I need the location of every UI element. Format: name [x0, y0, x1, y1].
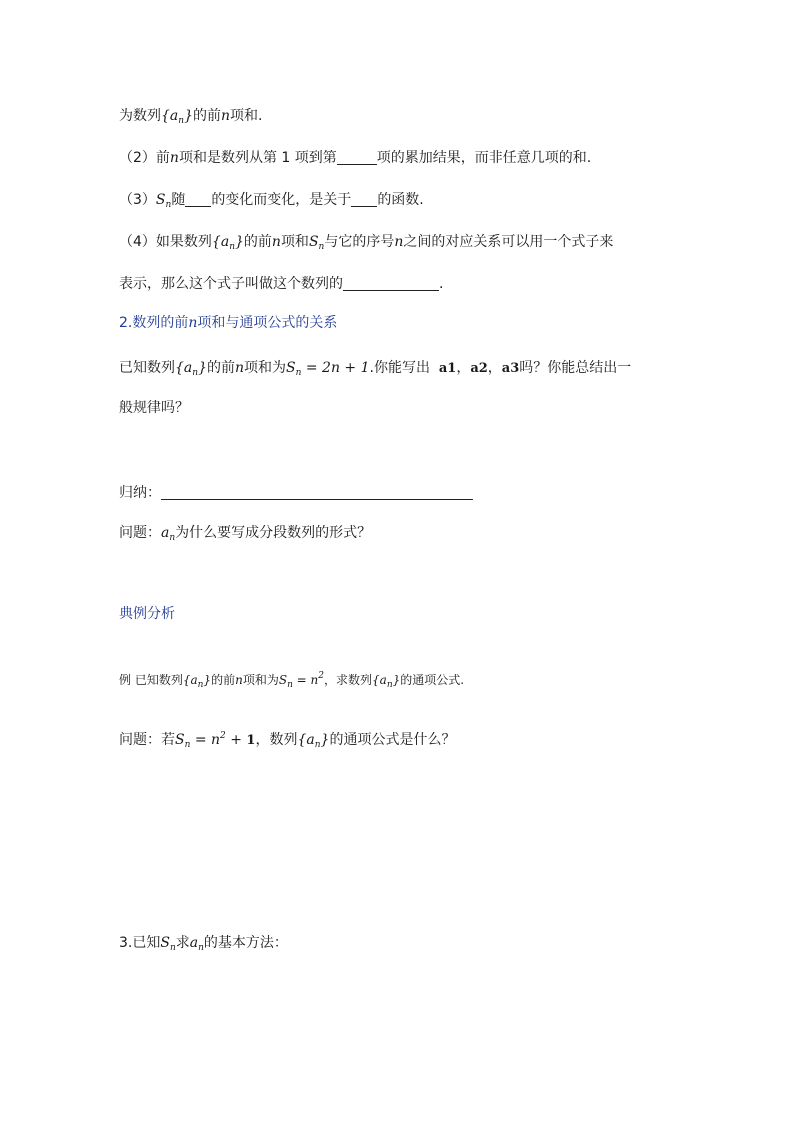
- fill-blank[interactable]: [351, 192, 377, 207]
- note-4-cont: 表示，那么这个式子叫做这个数列的 .: [119, 276, 444, 292]
- math-an-set: $\{a_n\}$: [161, 108, 193, 126]
- definition-line: 为数列$\{a_n\}$的前n项和.: [119, 108, 263, 126]
- note-4: （4）如果数列$\{a_n\}$的前n项和$S_n$与它的序号n之间的对应关系可以用一个式子来: [119, 234, 614, 252]
- note-3: $(3)S_n$随 的变化而变化，是关于 的函数.: [119, 192, 424, 210]
- question-2: 问题：若$S_n = n^2 + 1$，数列$\{a_n\}$的通项公式是什么？: [119, 731, 456, 750]
- fill-blank[interactable]: [185, 192, 211, 207]
- section-heading-2: 2.数列的前n项和与通项公式的关系: [119, 315, 338, 331]
- question-line-cont: 般规律吗？: [119, 400, 189, 416]
- math-n: n: [220, 108, 231, 124]
- section-heading-examples: 典例分析: [119, 606, 175, 622]
- question-1: 问题：$a_n$为什么要写成分段数列的形式？: [119, 525, 372, 543]
- summary-blank[interactable]: [161, 485, 473, 500]
- fill-blank[interactable]: [337, 150, 377, 165]
- section-heading-3: 3.已知$S_n$求$a_n$的基本方法：: [119, 935, 288, 953]
- note-2: （2）前n项和是数列从第 1 项到第 项的累加结果，而非任意几项的和.: [119, 150, 592, 166]
- summary-line: 归纳：: [119, 483, 473, 503]
- example-line: 例 已知数列$\{a_n\}$的前n项和为$S_n = n^2$，求数列$\{a_n\}$的通项公式.: [119, 671, 465, 690]
- question-line: 已知数列$\{a_n\}$的前n项和为$S_n = 2n + 1$.你能写出 a1，a2，a3吗？你能总结出一: [119, 360, 632, 378]
- fill-blank[interactable]: [343, 276, 439, 291]
